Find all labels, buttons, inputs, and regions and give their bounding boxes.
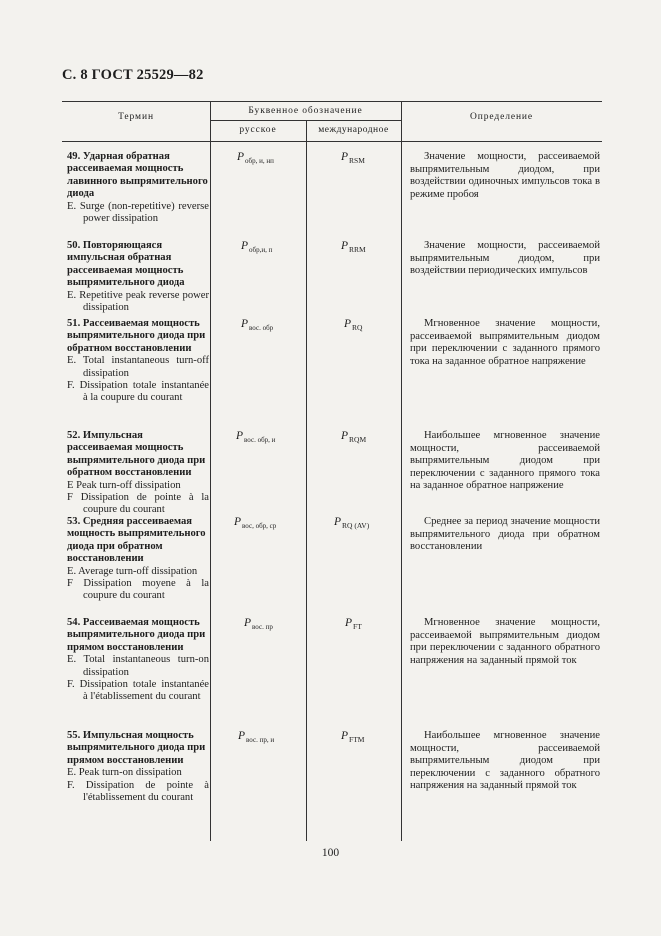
international-symbol-subscript: RQ bbox=[352, 323, 363, 332]
russian-symbol: $P_{обр,и, п}$ bbox=[241, 240, 273, 254]
column-divider-2 bbox=[306, 120, 307, 841]
international-symbol-subscript: RSM bbox=[349, 156, 365, 165]
russian-symbol: $P_{обр, и, нп}$ bbox=[237, 151, 274, 165]
column-divider-3 bbox=[401, 101, 402, 841]
column-header-term: Термин bbox=[118, 112, 154, 122]
term-translation: E. Total instantaneous turn-off dissipation bbox=[67, 355, 209, 379]
column-divider-1 bbox=[210, 101, 211, 841]
term-cell bbox=[67, 430, 209, 517]
term-translation: E Peak turn-off dissipation bbox=[67, 479, 181, 491]
term-translation: F Dissipation moyene à la coupure du courant bbox=[67, 578, 209, 602]
column-header-symbol-russian: русское bbox=[239, 125, 277, 135]
term-name: 53. Средняя рассеиваемая мощность выпрямительного диода при обратном восстановлении bbox=[67, 516, 206, 565]
international-symbol-subscript: FTM bbox=[349, 735, 365, 744]
term-cell bbox=[67, 151, 209, 225]
russian-symbol-subscript: обр,и, п bbox=[249, 246, 273, 254]
definition-cell: Мгновенное значение мощности, рассеиваемой выпрямительным диодом при переключении с заданного обратного напряжения на заданный прямой ток bbox=[410, 617, 600, 666]
column-header-symbol: Буквенное обозначение bbox=[248, 106, 363, 116]
international-symbol: $P_{RQM}$ bbox=[341, 430, 367, 444]
term-translation: F. Dissipation de pointe à l'établissement du courant bbox=[67, 779, 209, 804]
russian-symbol-subscript: вос. обр, и bbox=[244, 436, 276, 444]
term-cell bbox=[67, 318, 209, 405]
russian-symbol-subscript: вос, обр, ср bbox=[242, 522, 277, 530]
definition-cell: Среднее за период значение мощности выпрямительного диода при обратном восстановлении bbox=[410, 516, 600, 552]
russian-symbol: $P_{вос. пр, и}$ bbox=[238, 730, 275, 744]
term-translation: F Dissipation de pointe à la coupure du courant bbox=[67, 492, 209, 516]
header-bottom-rule bbox=[62, 141, 602, 142]
definition-cell: Мгновенное значение мощности, рассеиваемой выпрямительным диодом при переключении с заданного прямого тока на заданное обратное напряжение bbox=[410, 318, 600, 367]
column-header-symbol-international: международное bbox=[318, 125, 389, 135]
term-translation: F. Dissipation totale instantanée à l'établissement du courant bbox=[67, 679, 209, 703]
russian-symbol-subscript: вос. пр bbox=[252, 623, 273, 631]
russian-symbol-subscript: вос. обр bbox=[249, 324, 274, 332]
definition-cell: Значение мощности, рассеиваемой выпрямительным диодом, при воздействии периодических импульсов bbox=[410, 240, 600, 276]
international-symbol: $P_{FT}$ bbox=[345, 617, 362, 631]
term-translation: E. Repetitive peak reverse power dissipation bbox=[67, 289, 209, 314]
page-header: С. 8 ГОСТ 25529—82 bbox=[62, 67, 204, 83]
international-symbol: $P_{RSM}$ bbox=[341, 151, 365, 165]
russian-symbol: $P_{вос. обр, и}$ bbox=[236, 430, 276, 444]
table-top-rule bbox=[62, 101, 602, 102]
term-cell bbox=[67, 240, 209, 314]
term-cell bbox=[67, 730, 209, 804]
term-name: 52. Импульсная рассеиваемая мощность выпрямительного диода при обратном восстановлении bbox=[67, 430, 206, 479]
international-symbol: $P_{RQ}$ bbox=[344, 318, 363, 332]
international-symbol: $P_{RRM}$ bbox=[341, 240, 366, 254]
term-cell bbox=[67, 516, 209, 603]
international-symbol-subscript: RQ (AV) bbox=[342, 521, 370, 530]
term-translation: E. Surge (non-repetitive) reverse power dissipation bbox=[67, 200, 209, 225]
term-translation: E. Average turn-off dissipation bbox=[67, 565, 198, 577]
term-name: 54. Рассеиваемая мощность выпрямительного диода при прямом восстановлении bbox=[67, 617, 206, 653]
russian-symbol: $P_{вос. пр}$ bbox=[244, 617, 273, 631]
russian-symbol-subscript: вос. пр, и bbox=[246, 736, 275, 744]
term-name: 50. Повторяющаяся импульсная обратная рассеиваемая мощность выпрямительного диода bbox=[67, 240, 185, 289]
term-translation: E. Total instantaneous turn-on dissipation bbox=[67, 654, 209, 678]
definition-cell: Наибольшее мгновенное значение мощности, рассеиваемой выпрямительным диодом при переключении с заданного прямого тока на заданное обратное напряжение bbox=[410, 430, 600, 491]
international-symbol: $P_{FTM}$ bbox=[341, 730, 365, 744]
international-symbol: $P_{RQ (AV)}$ bbox=[334, 516, 370, 530]
definition-cell: Наибольшее мгновенное значение мощности, рассеиваемой выпрямительным диодом при переключении с заданного обратного напряжения на заданный прямой ток bbox=[410, 730, 600, 791]
russian-symbol: $P_{вос, обр, ср}$ bbox=[234, 516, 277, 530]
page-number: 100 bbox=[321, 847, 340, 859]
term-name: 55. Импульсная мощность выпрямительного диода при прямом восстановлении bbox=[67, 730, 206, 766]
column-header-definition: Определение bbox=[469, 112, 534, 122]
term-name: 51. Рассеиваемая мощность выпрямительного диода при обратном восстановлении bbox=[67, 318, 206, 354]
term-cell bbox=[67, 617, 209, 704]
russian-symbol: $P_{вос. обр}$ bbox=[241, 318, 274, 332]
term-name: 49. Ударная обратная рассеиваемая мощность лавинного выпрямительного диода bbox=[67, 151, 208, 200]
term-translation: E. Peak turn-on dissipation bbox=[67, 767, 182, 779]
international-symbol-subscript: RQM bbox=[349, 435, 367, 444]
international-symbol-subscript: FT bbox=[353, 622, 362, 631]
term-translation: F. Dissipation totale instantanée à la coupure du courant bbox=[67, 380, 209, 404]
definition-cell: Значение мощности, рассеиваемой выпрямительным диодом, при воздействии одиночных импульсов тока в режиме пробоя bbox=[410, 151, 600, 200]
russian-symbol-subscript: обр, и, нп bbox=[245, 157, 274, 165]
international-symbol-subscript: RRM bbox=[349, 245, 366, 254]
